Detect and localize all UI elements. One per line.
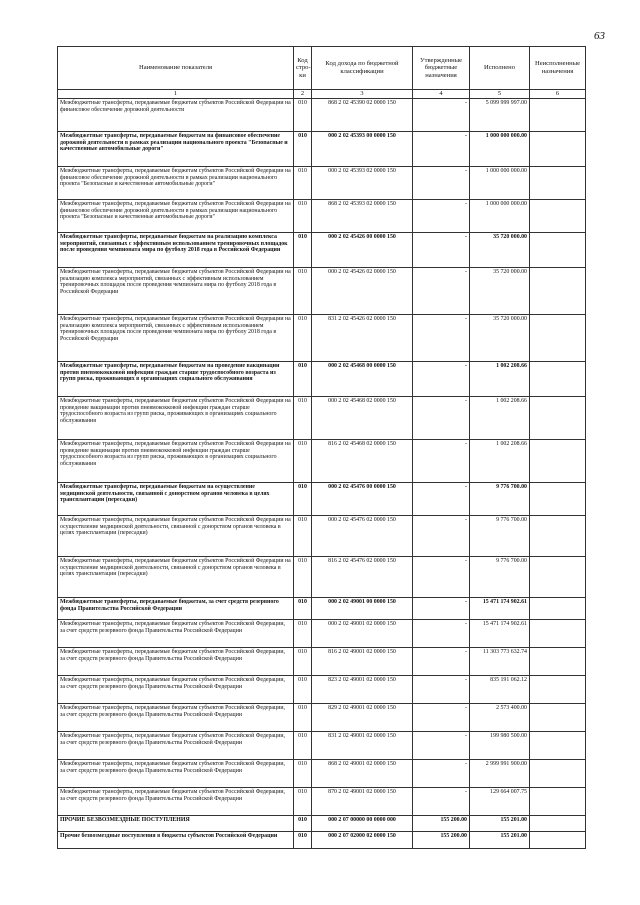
cell-name: Межбюджетные трансферты, передаваемые бюджетам субъектов Российской Федерации, за счет средств резервного фонда Правительства Российской Федерации <box>58 648 294 676</box>
cell-code: 000 2 02 45468 00 0000 150 <box>312 362 413 397</box>
cell-approved: - <box>413 233 470 268</box>
table-row <box>58 99 586 132</box>
cell-name: Межбюджетные трансферты, передаваемые бюджетам на проведение вакцинации против пневмококковой инфекции граждан старше трудоспособного возраста из групп риска, проживающих в организациях социального обслуживания <box>58 362 294 397</box>
cell-code: 000 2 02 45393 02 0000 150 <box>312 167 413 200</box>
cell-line: 010 <box>294 233 312 268</box>
cell-approved: - <box>413 704 470 732</box>
cell-name: Межбюджетные трансферты, передаваемые бюджетам субъектов Российской Федерации на реализацию комплекса мероприятий, связанных с эффективным использованием тренировочных площадок после проведения чемпионата мира по футболу 2018 года в Российской Федерации <box>58 268 294 315</box>
page-number: 63 <box>594 30 605 42</box>
table-row <box>58 167 586 200</box>
cell-code: 831 2 02 49001 02 0000 150 <box>312 732 413 760</box>
cell-line: 010 <box>294 816 312 832</box>
cell-name: Межбюджетные трансферты, передаваемые бюджетам субъектов Российской Федерации, за счет средств резервного фонда Правительства Российской Федерации <box>58 704 294 732</box>
cell-executed: 1 000 000 000.00 <box>470 167 530 200</box>
table-row <box>58 676 586 704</box>
cell-approved: - <box>413 440 470 483</box>
column-number: 2 <box>294 90 312 99</box>
cell-executed: 155 201.00 <box>470 832 530 849</box>
cell-approved: - <box>413 676 470 704</box>
cell-approved: - <box>413 397 470 440</box>
cell-line: 010 <box>294 832 312 849</box>
cell-name: Межбюджетные трансферты, передаваемые бюджетам на финансовое обеспечение дорожной деятельности в рамках реализации национального проекта "Безопасные и качественные автомобильные дороги" <box>58 132 294 167</box>
table-row <box>58 732 586 760</box>
cell-line: 010 <box>294 315 312 362</box>
cell-executed: 9 776 700.00 <box>470 557 530 598</box>
cell-unexecuted <box>530 620 586 648</box>
table-row <box>58 268 586 315</box>
cell-approved: - <box>413 483 470 516</box>
cell-approved: 155 200.00 <box>413 832 470 849</box>
cell-code: 000 2 02 45426 00 0000 150 <box>312 233 413 268</box>
cell-unexecuted <box>530 788 586 816</box>
table-row <box>58 760 586 788</box>
cell-approved: - <box>413 200 470 233</box>
cell-executed: 2 573 400.00 <box>470 704 530 732</box>
header-row <box>58 47 586 90</box>
cell-unexecuted <box>530 362 586 397</box>
cell-unexecuted <box>530 233 586 268</box>
cell-name: Межбюджетные трансферты, передаваемые бюджетам субъектов Российской Федерации, за счет средств резервного фонда Правительства Российской Федерации <box>58 620 294 648</box>
header-code: Код дохода по бюджетной классификации <box>312 47 413 90</box>
table-row <box>58 816 586 832</box>
table-row <box>58 200 586 233</box>
cell-unexecuted <box>530 557 586 598</box>
cell-approved: - <box>413 732 470 760</box>
cell-line: 010 <box>294 648 312 676</box>
cell-approved: - <box>413 516 470 557</box>
table-row <box>58 620 586 648</box>
cell-code: 816 2 02 45476 02 0000 150 <box>312 557 413 598</box>
cell-unexecuted <box>530 200 586 233</box>
cell-line: 010 <box>294 99 312 132</box>
cell-unexecuted <box>530 440 586 483</box>
cell-executed: 5 099 999 997.00 <box>470 99 530 132</box>
cell-executed: 35 720 000.00 <box>470 233 530 268</box>
table-row <box>58 233 586 268</box>
cell-approved: - <box>413 648 470 676</box>
cell-code: 000 2 07 02000 02 0000 150 <box>312 832 413 849</box>
cell-approved: - <box>413 99 470 132</box>
cell-line: 010 <box>294 620 312 648</box>
cell-line: 010 <box>294 440 312 483</box>
cell-line: 010 <box>294 483 312 516</box>
cell-name: Межбюджетные трансферты, передаваемые бюджетам субъектов Российской Федерации, за счет средств резервного фонда Правительства Российской Федерации <box>58 676 294 704</box>
report-table <box>57 46 586 849</box>
cell-code: 816 2 02 45468 02 0000 150 <box>312 440 413 483</box>
table-row <box>58 704 586 732</box>
cell-approved: - <box>413 620 470 648</box>
cell-name: Межбюджетные трансферты, передаваемые бюджетам субъектов Российской Федерации на осуществление медицинской деятельности, связанной с донорством органов человека в целях трансплантации (пересадки) <box>58 516 294 557</box>
cell-name: Межбюджетные трансферты, передаваемые бюджетам субъектов Российской Федерации, за счет средств резервного фонда Правительства Российской Федерации <box>58 788 294 816</box>
cell-name: Межбюджетные трансферты, передаваемые бюджетам субъектов Российской Федерации, за счет средств резервного фонда Правительства Российской Федерации <box>58 760 294 788</box>
table-row <box>58 362 586 397</box>
cell-name: Межбюджетные трансферты, передаваемые бюджетам, за счет средств резервного фонда Правительства Российской Федерации <box>58 598 294 620</box>
cell-approved: - <box>413 362 470 397</box>
cell-line: 010 <box>294 200 312 233</box>
cell-name: Межбюджетные трансферты, передаваемые бюджетам субъектов Российской Федерации на осуществление медицинской деятельности, связанной с донорством органов человека в целях трансплантации (пересадки) <box>58 557 294 598</box>
cell-unexecuted <box>530 648 586 676</box>
cell-name: Межбюджетные трансферты, передаваемые бюджетам субъектов Российской Федерации на финансовое обеспечение дорожной деятельности в рамках реализации национального проекта "Безопасные и качественные автомобильные дороги" <box>58 200 294 233</box>
cell-code: 868 2 02 45393 02 0000 150 <box>312 200 413 233</box>
cell-line: 010 <box>294 704 312 732</box>
table-row <box>58 315 586 362</box>
cell-code: 868 2 02 49001 02 0000 150 <box>312 760 413 788</box>
cell-name: Межбюджетные трансферты, передаваемые бюджетам субъектов Российской Федерации на проведение вакцинации против пневмококковой инфекции граждан старше трудоспособного возраста из групп риска, проживающих в организациях социального обслуживания <box>58 397 294 440</box>
cell-executed: 1 002 208.66 <box>470 397 530 440</box>
cell-code: 000 2 07 00000 00 0000 000 <box>312 816 413 832</box>
cell-unexecuted <box>530 397 586 440</box>
column-number: 5 <box>470 90 530 99</box>
cell-unexecuted <box>530 132 586 167</box>
cell-approved: - <box>413 315 470 362</box>
table-row <box>58 516 586 557</box>
cell-code: 829 2 02 49001 02 0000 150 <box>312 704 413 732</box>
header-unexecuted: Неисполненные назначения <box>530 47 586 90</box>
header-executed: Исполнено <box>470 47 530 90</box>
cell-code: 870 2 02 49001 02 0000 150 <box>312 788 413 816</box>
cell-name: Межбюджетные трансферты, передаваемые бюджетам субъектов Российской Федерации на реализацию комплекса мероприятий, связанных с эффективным использованием тренировочных площадок после проведения чемпионата мира по футболу 2018 года в Российской Федерации <box>58 315 294 362</box>
cell-code: 000 2 02 45468 02 0000 150 <box>312 397 413 440</box>
cell-executed: 835 191 062.12 <box>470 676 530 704</box>
cell-line: 010 <box>294 760 312 788</box>
cell-line: 010 <box>294 268 312 315</box>
header-line: Код стро- ки <box>294 47 312 90</box>
table-row <box>58 397 586 440</box>
cell-executed: 155 201.00 <box>470 816 530 832</box>
cell-executed: 9 776 700.00 <box>470 483 530 516</box>
cell-executed: 15 471 174 902.61 <box>470 598 530 620</box>
cell-executed: 15 471 174 902.61 <box>470 620 530 648</box>
cell-executed: 1 002 208.66 <box>470 440 530 483</box>
table-row <box>58 598 586 620</box>
cell-executed: 9 776 700.00 <box>470 516 530 557</box>
cell-unexecuted <box>530 676 586 704</box>
cell-code: 000 2 02 49001 02 0000 150 <box>312 620 413 648</box>
cell-unexecuted <box>530 832 586 849</box>
cell-approved: - <box>413 132 470 167</box>
table-row <box>58 557 586 598</box>
cell-code: 000 2 02 45476 00 0000 150 <box>312 483 413 516</box>
cell-line: 010 <box>294 598 312 620</box>
cell-code: 816 2 02 49001 02 0000 150 <box>312 648 413 676</box>
cell-name: Межбюджетные трансферты, передаваемые бюджетам субъектов Российской Федерации на проведение вакцинации против пневмококковой инфекции граждан старше трудоспособного возраста из групп риска, проживающих в организациях социального обслуживания <box>58 440 294 483</box>
column-number: 3 <box>312 90 413 99</box>
cell-approved: - <box>413 788 470 816</box>
cell-code: 000 2 02 49001 00 0000 150 <box>312 598 413 620</box>
cell-line: 010 <box>294 516 312 557</box>
cell-line: 010 <box>294 362 312 397</box>
cell-code: 823 2 02 49001 02 0000 150 <box>312 676 413 704</box>
column-number: 4 <box>413 90 470 99</box>
report-body <box>58 99 586 849</box>
cell-line: 010 <box>294 397 312 440</box>
cell-name: Межбюджетные трансферты, передаваемые бюджетам на реализацию комплекса мероприятий, связанных с эффективным использованием тренировочных площадок после проведения чемпионата мира по футболу 2018 года в Российской Федерации <box>58 233 294 268</box>
cell-approved: - <box>413 760 470 788</box>
cell-line: 010 <box>294 132 312 167</box>
cell-unexecuted <box>530 516 586 557</box>
column-number: 1 <box>58 90 294 99</box>
cell-executed: 2 999 991 900.00 <box>470 760 530 788</box>
cell-line: 010 <box>294 557 312 598</box>
cell-executed: 35 720 000.00 <box>470 268 530 315</box>
cell-name: ПРОЧИЕ БЕЗВОЗМЕЗДНЫЕ ПОСТУПЛЕНИЯ <box>58 816 294 832</box>
cell-executed: 35 720 000.00 <box>470 315 530 362</box>
column-number-row <box>58 90 586 99</box>
table-row <box>58 788 586 816</box>
cell-executed: 11 303 773 632.74 <box>470 648 530 676</box>
header-approved: Утвержденные бюджетные назначения <box>413 47 470 90</box>
cell-executed: 1 000 000 000.00 <box>470 200 530 233</box>
cell-approved: - <box>413 268 470 315</box>
cell-name: Межбюджетные трансферты, передаваемые бюджетам на осуществление медицинской деятельности, связанной с донорством органов человека в целях трансплантации (пересадки) <box>58 483 294 516</box>
cell-unexecuted <box>530 99 586 132</box>
cell-executed: 129 664 007.75 <box>470 788 530 816</box>
cell-line: 010 <box>294 788 312 816</box>
cell-name: Межбюджетные трансферты, передаваемые бюджетам субъектов Российской Федерации на финансовое обеспечение дорожной деятельности <box>58 99 294 132</box>
table-row <box>58 648 586 676</box>
cell-name: Прочие безвозмездные поступления в бюджеты субъектов Российской Федерации <box>58 832 294 849</box>
cell-executed: 1 000 000 000.00 <box>470 132 530 167</box>
cell-unexecuted <box>530 704 586 732</box>
cell-unexecuted <box>530 598 586 620</box>
cell-unexecuted <box>530 816 586 832</box>
cell-unexecuted <box>530 167 586 200</box>
cell-unexecuted <box>530 483 586 516</box>
cell-executed: 1 002 208.66 <box>470 362 530 397</box>
table-row <box>58 132 586 167</box>
table-row <box>58 440 586 483</box>
cell-unexecuted <box>530 315 586 362</box>
column-number: 6 <box>530 90 586 99</box>
cell-unexecuted <box>530 268 586 315</box>
cell-unexecuted <box>530 760 586 788</box>
cell-code: 000 2 02 45426 02 0000 150 <box>312 268 413 315</box>
cell-approved: - <box>413 557 470 598</box>
cell-executed: 199 980 500.00 <box>470 732 530 760</box>
header-name: Наименование показателя <box>58 47 294 90</box>
cell-code: 831 2 02 45426 02 0000 150 <box>312 315 413 362</box>
cell-unexecuted <box>530 732 586 760</box>
cell-line: 010 <box>294 676 312 704</box>
cell-code: 000 2 02 45476 02 0000 150 <box>312 516 413 557</box>
cell-line: 010 <box>294 732 312 760</box>
cell-approved: - <box>413 598 470 620</box>
cell-code: 868 2 02 45390 02 0000 150 <box>312 99 413 132</box>
table-row <box>58 483 586 516</box>
cell-approved: - <box>413 167 470 200</box>
cell-name: Межбюджетные трансферты, передаваемые бюджетам субъектов Российской Федерации на финансовое обеспечение дорожной деятельности в рамках реализации национального проекта "Безопасные и качественные автомобильные дороги" <box>58 167 294 200</box>
cell-name: Межбюджетные трансферты, передаваемые бюджетам субъектов Российской Федерации, за счет средств резервного фонда Правительства Российской Федерации <box>58 732 294 760</box>
cell-line: 010 <box>294 167 312 200</box>
cell-approved: 155 200.00 <box>413 816 470 832</box>
cell-code: 000 2 02 45393 00 0000 150 <box>312 132 413 167</box>
table-row <box>58 832 586 849</box>
